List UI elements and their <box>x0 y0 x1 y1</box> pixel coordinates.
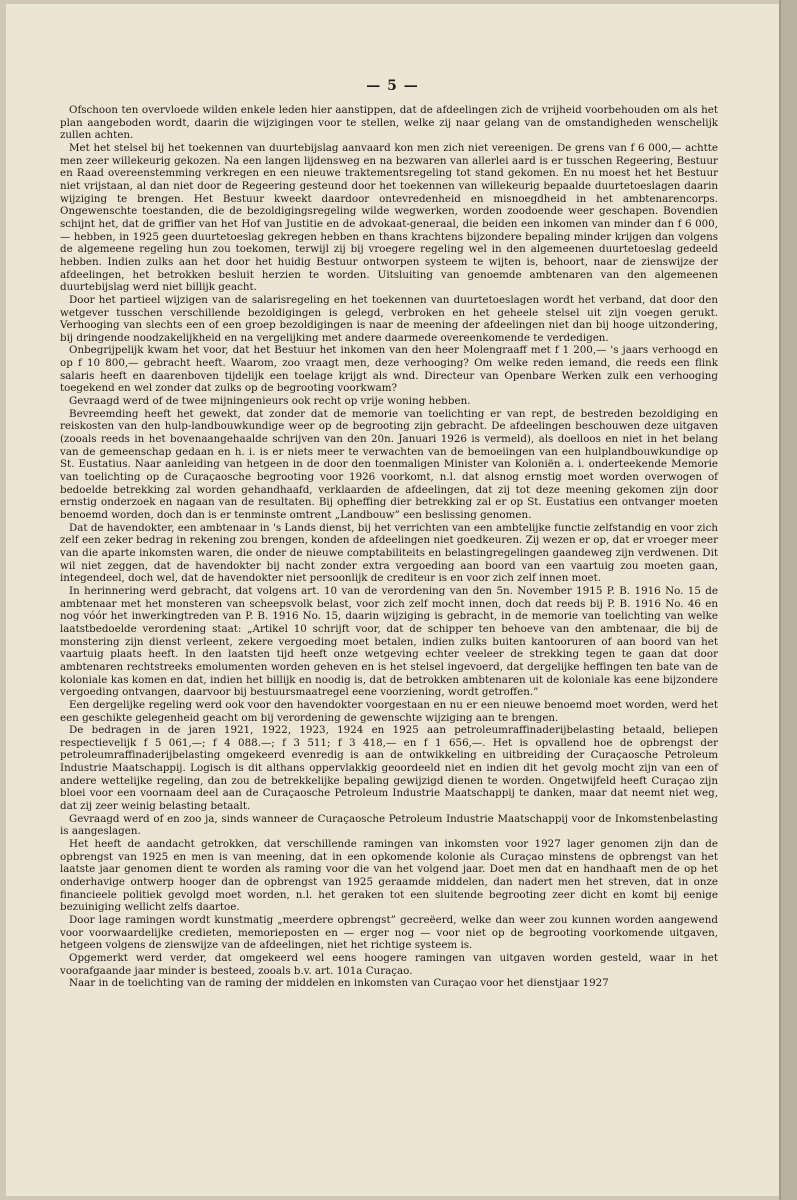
paragraph: Dat de havendokter, een ambtenaar in 's Lands dienst, bij het verrichten van een ambtelijke functie zelfstandig en voor zich zelf een zeker bedrag in rekening zou brengen, konden de afdeelingen niet goedkeuren. Zij wezen er op, dat er vroeger meer van die aparte inkomsten waren, die onder de nieuwe comptabiliteits en belastingregelingen gaandeweg zijn verdwenen. Dit wil niet zeggen, dat de havendokter bij nacht zonder extra vergoeding aan boord van een vaartuig zou moeten gaan, integendeel, doch wel, dat de havendokter niet persoonlijk de crediteur is en voor zich zelf innen moet. <box>60 521 718 585</box>
page-number: — 5 — <box>366 78 419 94</box>
paragraph: Een dergelijke regeling werd ook voor den havendokter voorgestaan en nu er een nieuwe benoemd moet worden, werd het een geschikte gelegenheid geacht om bij verordening de gewenschte wijziging aan te brengen. <box>60 698 718 724</box>
paragraph: Het heeft de aandacht getrokken, dat verschillende ramingen van inkomsten voor 1927 lager genomen zijn dan de opbrengst van 1925 en men is van meening, dat in een opkomende kolonie als Curaçao minstens de opbrengst van het laatste jaar genomen dient te worden als raming voor die van het volgend jaar. Doet men dat en handhaaft men de op het onderhavige ontwerp hooger dan de opbrengst van 1925 geraamde middelen, dan nadert men het streven, dat in onze financieele politiek gevolgd moet worden, n.l. het geraken tot een sluitende begrooting zeer dicht en komt bij eenige bezuiniging wellicht zelfs daartoe. <box>60 838 718 914</box>
paragraph: Opgemerkt werd verder, dat omgekeerd wel eens hoogere ramingen van uitgaven worden gesteld, waar in het voorafgaande jaar minder is besteed, zooals b.v. art. 101a Curaçao. <box>60 951 718 977</box>
paragraph: Gevraagd werd of de twee mijningenieurs ook recht op vrije woning hebben. <box>69 395 471 408</box>
paragraph: Bevreemding heeft het gewekt, dat zonder dat de memorie van toelichting er van rept, de bestreden bezoldiging en reiskosten van den hulp-landbouwkundige weer op de begrooting zijn gebracht. De afdeelingen beschouwen deze uitgaven (zooals reeds in het bovenaangehaalde schrijven van den 20n. Januari 1926 is vermeld), als doelloos en niet in het belang van de gemeenschap gedaan en h. i. is er niets meer te verwachten van de bemoeiingen van een hulplandbouwkundige op St. Eustatius. Naar aanleiding van hetgeen in de door den toenmaligen Minister van Koloniën a. i. onderteekende Memorie van toelichting op de Curaçaosche begrooting voor 1926 voorkomt, n.l. dat alsnog ernstig moet worden overwogen of bedoelde betrekking zal worden gehandhaafd, verklaarden de afdeelingen, dat zij tot deze meening gekomen zijn door ernstig onderzoek en nagaan van de resultaten. Bij opheffing dier betrekking zal er op St. Eustatius een ontvanger moeten benoemd worden, doch dan is er tenminste omtrent „Landbouw” een beslissing genomen. <box>60 407 718 521</box>
paragraph: Naar in de toelichting van de raming der middelen en inkomsten van Curaçao voor het dienstjaar 1927 <box>69 977 609 990</box>
paragraph: Door lage ramingen wordt kunstmatig „meerdere opbrengst” gecreëerd, welke dan weer zou kunnen worden aangewend voor voorwaardelijke credieten, memorieposten en — erger nog — voor niet op de begrooting voorkomende uitgaven, hetgeen volgens de zienswijze van de afdeelingen, niet het richtige systeem is. <box>60 914 718 952</box>
binding-edge <box>779 0 797 1200</box>
paragraph: Gevraagd werd of en zoo ja, sinds wanneer de Curaçaosche Petroleum Industrie Maatschappij voor de Inkomstenbelasting is aangeslagen. <box>60 812 718 838</box>
paragraph: In herinnering werd gebracht, dat volgens art. 10 van de verordening van den 5n. November 1915 P. B. 1916 No. 15 de ambtenaar met het monsteren van scheepsvolk belast, voor zich zelf mocht innen, doch dat reeds bij P. B. 1916 No. 46 en nog vóór het inwerkingtreden van P. B. 1916 No. 15, daarin wijziging is gebracht, in de memorie van toelichting van welke laatstbedoelde verordening staat: „Artikel 10 schrijft voor, dat de schipper ten behoeve van den ambtenaar, die bij de monstering zijn dienst verleent, zekere vergoeding moet betalen, indien zulks buiten kantooruren of aan boord van het vaartuig plaats heeft. In den laatsten tijd heeft onze wetgeving echter veeleer de strekking tegen te gaan dat door ambtenaren rechtstreeks emolumenten worden geheven en is het stelsel ingevoerd, dat dergelijke heffingen ten bate van de koloniale kas komen en dat, indien het billijk en noodig is, dat de betrokken ambtenaren uit de koloniale kas eene bijzondere vergoeding ontvangen, daarvoor bij bestuursmaatregel eene voorziening, wordt getroffen.” <box>60 584 718 699</box>
body-text <box>60 104 718 990</box>
paragraph: Ofschoon ten overvloede wilden enkele leden hier aanstippen, dat de afdeelingen zich de vrijheid voorbehouden om als het plan aangeboden wordt, daarin die wijzigingen voor te stellen, welke zij naar gelang van de omstandigheden wenschelijk zullen achten. <box>60 104 718 142</box>
document-page <box>6 4 779 1196</box>
paragraph: Met het stelsel bij het toekennen van duurtebijslag aanvaard kon men zich niet vereenigen. De grens van f 6 000,— achtte men zeer willekeurig gekozen. Na een langen lijdensweg en na bezwaren van allerlei aard is er tusschen Regeering, Bestuur en Raad overeenstemming verkregen en een nieuwe traktementsregeling tot stand gekomen. En nu moest het het Bestuur niet vrijstaan, al dan niet door de Regeering gesteund door het toekennen van willekeurig bepaalde duurtetoeslagen daarin wijziging te brengen. Het Bestuur kweekt daardoor ontevredenheid en misnoegdheid in het ambtenarencorps. Ongewenschte toestanden, die de bezoldigingsregeling wilde wegwerken, worden zoodoende weer geschapen. Bovendien schijnt het, dat de griffier van het Hof van Justitie en de advokaat-generaal, die beiden een inkomen van minder dan f 6 000,— hebben, in 1925 geen duurtetoeslag gekregen hebben en thans krachtens bijzondere bepaling minder krijgen dan volgens de algemeene regeling hun zou toekomen, terwijl zij bij vroegere regeling wel in den algemeenen duurtetoeslag gedeeld hebben. Indien zulks aan het door het huidig Bestuur ontworpen systeem te wijten is, behoort, naar de zienswijze der afdeelingen, het betrokken besluit herzien te worden. Uitsluiting van genoemde ambtenaren van den algemeenen duurtebijslag werd niet billijk geacht. <box>60 141 718 294</box>
paragraph: Onbegrijpelijk kwam het voor, dat het Bestuur het inkomen van den heer Molengraaff met f 1 200,— 's jaars verhoogd en op f 10 800,— gebracht heeft. Waarom, zoo vraagt men, deze verhooging? Om welke reden iemand, die reeds een flink salaris heeft en daarenboven tijdelijk een toelage krijgt als wnd. Directeur van Openbare Werken zulk een verhooging toegekend en wel zonder dat zulks op de begrooting voorkwam? <box>60 344 718 395</box>
paragraph: Door het partieel wijzigen van de salarisregeling en het toekennen van duurtetoeslagen wordt het verband, dat door den wetgever tusschen verschillende bezoldigingen is gelegd, verbroken en het geheele stelsel uit zijn voegen gerukt. Verhooging van slechts een of een groep bezoldigingen is naar de meening der afdeelingen niet dan bij hooge uitzondering, bij dringende noodzakelijkheid en na vergelijking met andere daarmede overeenkomende te verdedigen. <box>60 293 718 344</box>
paragraph: De bedragen in de jaren 1921, 1922, 1923, 1924 en 1925 aan petroleumraffinaderijbelasting betaald, beliepen respectievelijk f 5 061,—; f 4 088.—; f 3 511; f 3 418,— en f 1 656,—. Het is opvallend hoe de opbrengst der petroleumraffinaderijbelasting omgekeerd evenredig is aan de ontwikkeling en uitbreiding der Curaçaosche Petroleum Industrie Maatschappij. Logisch is dit althans oppervlakkig geoordeeld niet en indien dit het gevolg mocht zijn van een of andere wettelijke regeling, dan zou de betrekkelijke bepaling gewijzigd dienen te worden. Ongetwijfeld heeft Curaçao zijn bloei voor een voornaam deel aan de Curaçaosche Petroleum Industrie Maatschappij te danken, maar dat neemt niet weg, dat zij zeer weinig belasting betaalt. <box>60 724 718 813</box>
